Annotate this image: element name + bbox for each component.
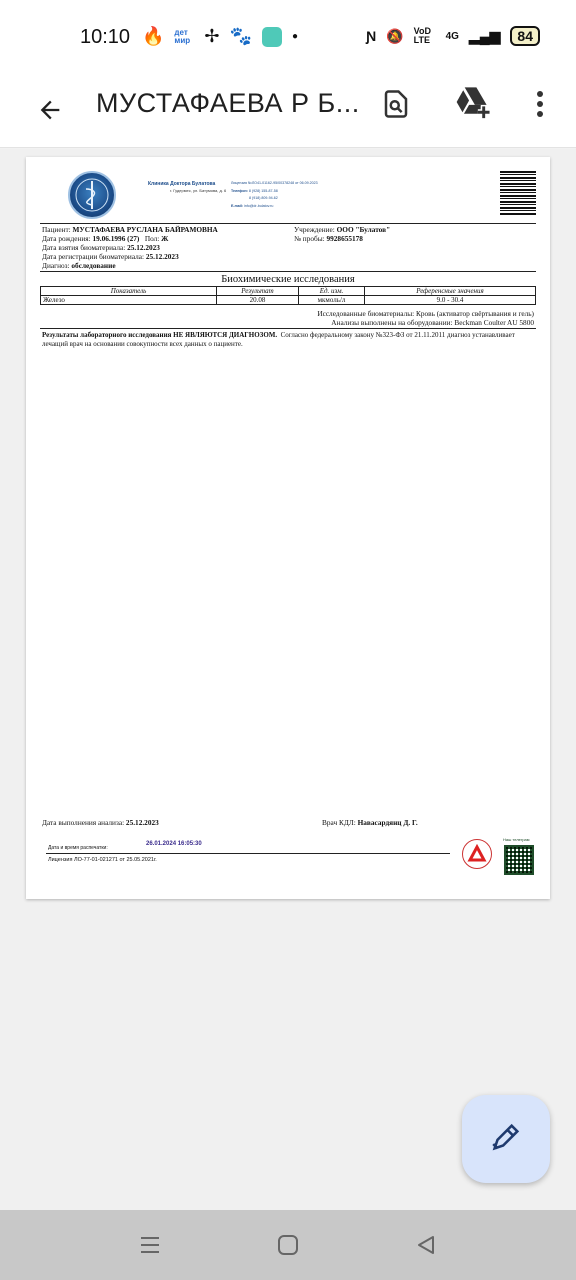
edit-pen-icon bbox=[489, 1120, 523, 1159]
flame-icon: 🔥 bbox=[142, 26, 165, 46]
clinic-license: Лицензия №ЛО41-01162-95/00378248 от 06.09.2023 bbox=[231, 181, 318, 185]
clinic-contacts bbox=[231, 180, 318, 210]
certification-seal bbox=[462, 839, 492, 869]
clinic-logo bbox=[68, 171, 116, 219]
dob-line: Дата рождения: 19.06.1996 (27) Пол: Ж bbox=[42, 234, 169, 243]
patient-name: МУСТАФАЕВА РУСЛАНА БАЙРАМОВНА bbox=[72, 225, 218, 234]
document-page[interactable] bbox=[26, 157, 550, 899]
footer-divider bbox=[46, 853, 450, 854]
header-indicator: Показатель bbox=[41, 287, 217, 296]
header-result: Результат bbox=[217, 287, 299, 296]
print-label: Дата и время распечатки: bbox=[48, 845, 108, 851]
qr-caption: Наш телеграм bbox=[503, 837, 530, 842]
sample-date-line: Дата взятия биоматериала: 25.12.2023 bbox=[42, 243, 160, 252]
recent-apps-icon[interactable] bbox=[130, 1228, 170, 1262]
header-reference: Референсные значения bbox=[365, 287, 536, 296]
row-reference: 9.0 - 30.4 bbox=[365, 296, 536, 305]
table-row bbox=[41, 296, 536, 305]
reg-date-line: Дата регистрации биоматериала: 25.12.2023 bbox=[42, 252, 179, 261]
mute-bell-icon: 🔕 bbox=[386, 27, 404, 44]
info-divider bbox=[40, 271, 536, 272]
search-document-icon[interactable] bbox=[376, 84, 416, 124]
volte-label: VoD LTE bbox=[413, 26, 431, 45]
notification-icons bbox=[142, 26, 298, 47]
doctor-line: Врач КДЛ: Навасардянц Д. Г. bbox=[322, 818, 418, 827]
analysis-date-line: Дата выполнения анализа: 25.12.2023 bbox=[42, 818, 159, 827]
results-table bbox=[40, 286, 536, 305]
app-bar bbox=[0, 74, 576, 148]
edit-fab[interactable] bbox=[462, 1095, 550, 1183]
detmir-icon: дет мир bbox=[174, 27, 191, 45]
diagnosis-line: Диагноз: обследование bbox=[42, 261, 116, 270]
signal-icon: ▂▄▆ bbox=[468, 27, 501, 44]
sample-number-line: № пробы: 9928655178 bbox=[294, 234, 363, 243]
institution-line: Учреждение: ООО "Булатов" bbox=[294, 225, 391, 234]
row-name: Железо bbox=[41, 296, 217, 305]
section-title: Биохимические исследования bbox=[221, 274, 355, 285]
paw-icon: 🐾 bbox=[229, 26, 252, 46]
clinic-email: E-mail: info@dr-bulatov.ru bbox=[231, 203, 274, 208]
clinic-phone-2: 8 (918) 809-94-62 bbox=[249, 196, 278, 200]
doctor-name: Навасардянц Д. Г. bbox=[357, 818, 418, 827]
system-icons bbox=[366, 26, 540, 46]
note-divider bbox=[40, 328, 536, 329]
print-datetime: 26.01.2024 16:05:30 bbox=[146, 841, 202, 847]
equipment-note: Анализы выполнены на оборудовании: Beckman Coulter AU 5800 bbox=[331, 318, 534, 327]
telegram-qr-code[interactable] bbox=[504, 845, 534, 875]
clinic-address: г. Гудермес, ул. Батумова, д. 6 bbox=[170, 188, 227, 193]
back-triangle-icon[interactable] bbox=[406, 1228, 446, 1262]
header-divider bbox=[40, 223, 536, 224]
disclaimer: Результаты лабораторного исследования НЕ ЯВЛЯЮТСЯ ДИАГНОЗОМ. Согласно федеральному закону №323-ФЗ от 21.11.2011 диагноз устанавливает лечащий врач на основании совокупности всех данных о пациенте. bbox=[42, 331, 515, 348]
biomaterial-note: Исследованные биоматериалы: Кровь (активатор свёртывания и гель) bbox=[317, 309, 534, 318]
dot-icon: ● bbox=[291, 31, 298, 42]
clinic-phone-1: Телефон: 8 (928) 155-87-58 bbox=[231, 188, 278, 193]
add-to-drive-icon[interactable] bbox=[452, 82, 492, 122]
header-unit: Ед. изм. bbox=[299, 287, 365, 296]
barcode bbox=[500, 171, 536, 215]
nfc-icon: Ɲ bbox=[366, 28, 377, 44]
battery-indicator: 84 bbox=[510, 26, 540, 46]
row-result: 20.08 bbox=[217, 296, 299, 305]
network-4g-label: 4G bbox=[445, 30, 459, 42]
clock: 10:10 bbox=[80, 26, 131, 48]
back-arrow-icon[interactable] bbox=[30, 84, 70, 133]
navigation-bar bbox=[0, 1210, 576, 1280]
license-footer: Лицензия ЛО-77-01-021271 от 25.05.2021г. bbox=[48, 857, 157, 863]
chat-icon bbox=[262, 27, 282, 47]
clinic-name: Клиника Доктора Булатова bbox=[148, 181, 216, 187]
row-unit: мкмоль/л bbox=[299, 296, 365, 305]
patient-line: Пациент: МУСТАФАЕВА РУСЛАНА БАЙРАМОВНА bbox=[42, 225, 218, 234]
more-vert-icon[interactable] bbox=[520, 84, 560, 124]
document-title: МУСТАФАЕВА Р Б... bbox=[96, 88, 360, 118]
home-icon[interactable] bbox=[268, 1228, 308, 1262]
status-bar bbox=[0, 0, 576, 74]
fan-icon: ✢ bbox=[204, 26, 220, 46]
